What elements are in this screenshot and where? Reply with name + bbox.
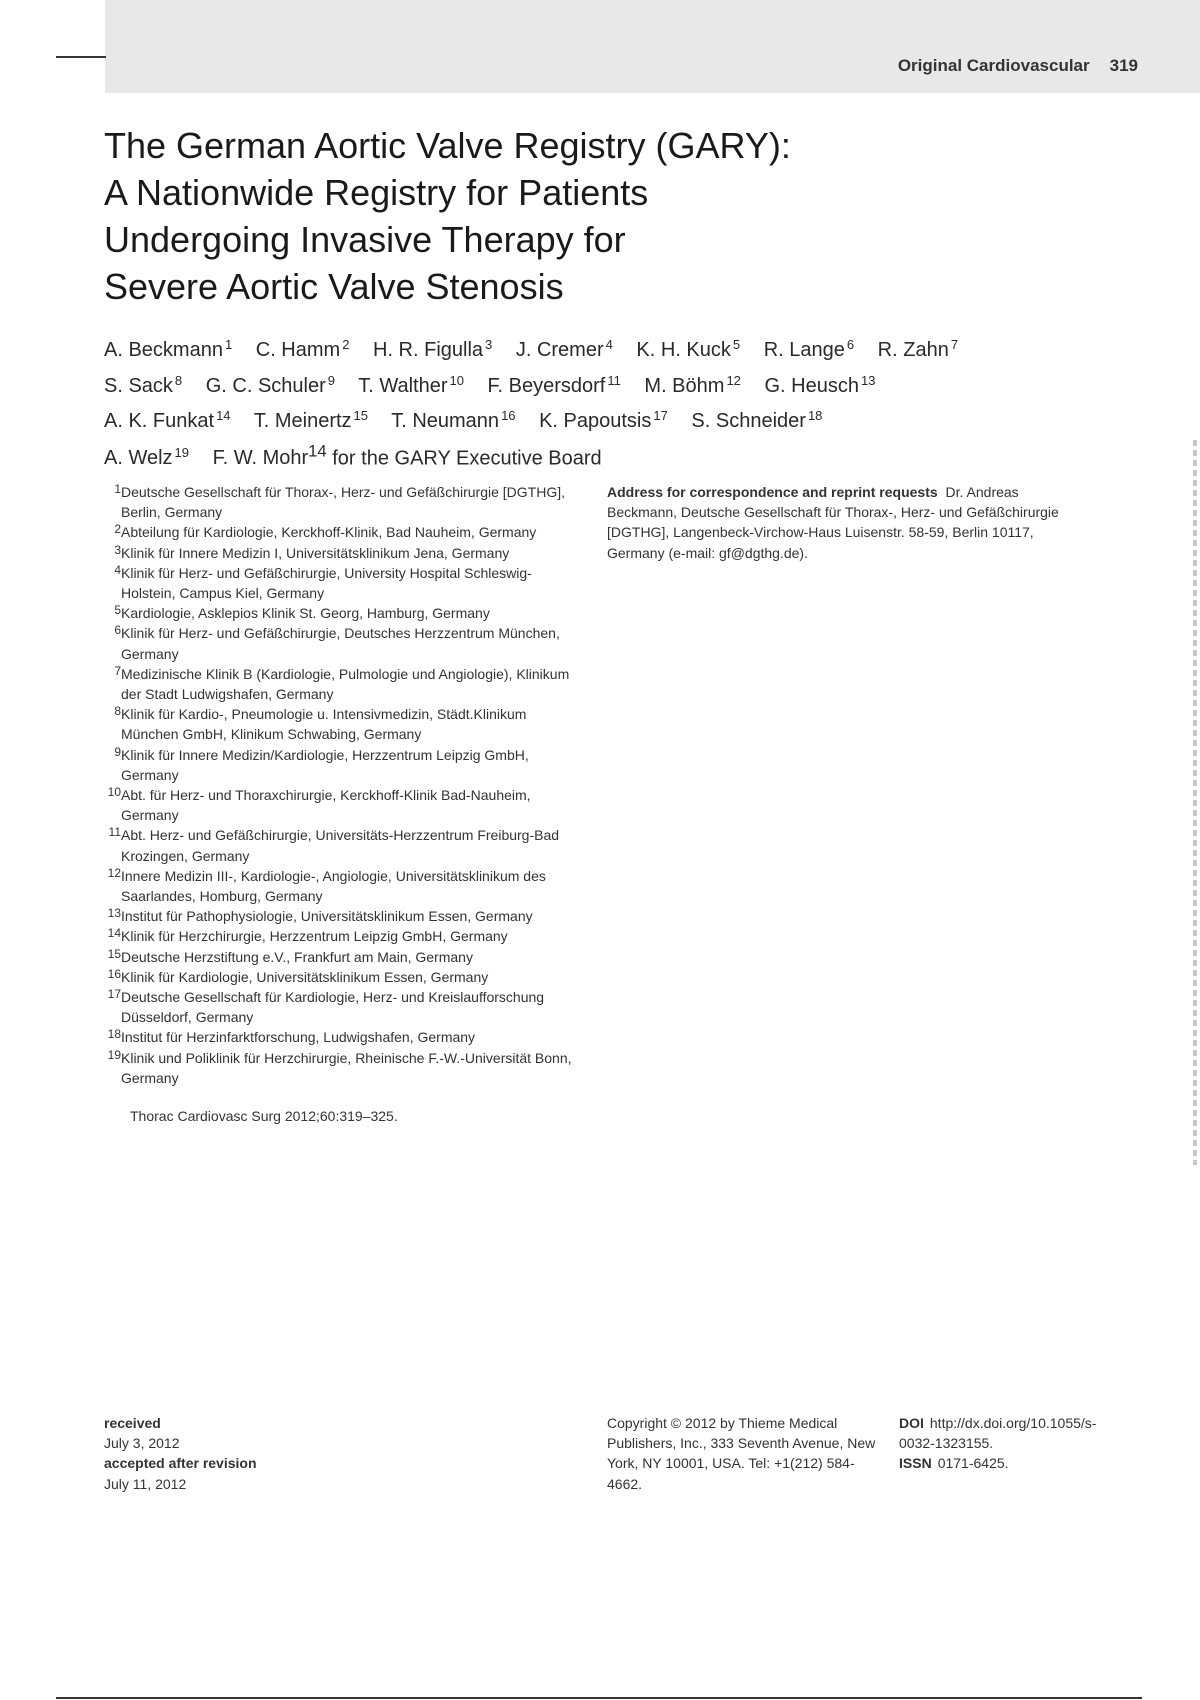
- affiliation-item: 7 Medizinische Klinik B (Kardiologie, Pulmologie und Angiologie), Klinikum der Stadt Ludwigshafen, Germany: [114, 663, 570, 703]
- author: M. Böhm $^{12}$: [644, 372, 741, 397]
- author: R. Zahn $^7$: [877, 337, 959, 361]
- date-block: [104, 1413, 257, 1494]
- issn-value: 0171-6425.: [937, 1455, 1009, 1472]
- title-line: Severe Aortic Valve Stenosis: [104, 266, 564, 307]
- author: C. Hamm $^2$: [255, 337, 350, 361]
- affiliation-list: [104, 482, 586, 1088]
- author-line-4: [104, 437, 1064, 474]
- affiliation-item: 6 Klinik für Herz- und Gefäßchirurgie, Deutsches Herzzentrum München, Germany: [114, 623, 560, 662]
- affiliation-item: 12 Innere Medizin III-, Kardiologie-, Angiologie, Universitätsklinikum des Saarlandes, Homburg, Germany: [107, 865, 546, 905]
- author: T. Neumann $^{16}$: [391, 408, 516, 432]
- author-line-2: [104, 366, 1064, 402]
- margin-download-strip: [1193, 440, 1197, 1165]
- author: G. C. Schuler $^9$: [205, 372, 335, 397]
- doi-value: http://dx.doi.org/10.1055/s-0032-1323155.: [899, 1415, 1097, 1452]
- affiliation-item: 14 Klinik für Herzchirurgie, Herzzentrum Leipzig GmbH, Germany: [107, 926, 508, 945]
- author-group-suffix: for the GARY Executive Board: [332, 447, 602, 470]
- title-line: A Nationwide Registry for Patients: [104, 172, 649, 213]
- accepted-label: accepted after revision: [104, 1455, 257, 1472]
- issn-line: [899, 1453, 1099, 1473]
- title-line: The German Aortic Valve Registry (GARY):: [104, 125, 791, 166]
- author: K. Papoutsis $^{17}$: [539, 408, 668, 432]
- author: K. H. Kuck $^5$: [636, 337, 741, 361]
- affiliation-item: 18 Institut für Herzinfarktforschung, Ludwigshafen, Germany: [107, 1027, 476, 1046]
- running-head: [898, 56, 1138, 76]
- article-title: [104, 122, 1004, 310]
- author-line-1: [104, 330, 1064, 366]
- author-list: [104, 330, 1064, 474]
- issn-label: ISSN: [899, 1455, 932, 1472]
- author: T. Meinertz $^{15}$: [253, 408, 369, 432]
- section-label: Original Cardiovascular: [897, 56, 1090, 75]
- affiliation-item: 17 Deutsche Gesellschaft für Kardiologie, Herz- und Kreislaufforschung Düsseldorf, Germany: [107, 987, 545, 1026]
- author: F. W. Mohr$^{14}$: [212, 441, 327, 470]
- author: J. Cremer $^4$: [515, 337, 613, 361]
- author: G. Heusch $^{13}$: [764, 372, 876, 397]
- affiliation-item: 4 Klinik für Herz- und Gefäßchirurgie, University Hospital Schleswig-Holstein, Campus Kiel, Germany: [114, 562, 532, 602]
- affiliation-item: 5 Kardiologie, Asklepios Klinik St. Georg, Hamburg, Germany: [114, 603, 490, 622]
- author: A. Beckmann $^1$: [104, 337, 233, 361]
- doi-block: [899, 1413, 1099, 1474]
- affiliation-item: 16 Klinik für Kardiologie, Universitätsklinikum Essen, Germany: [107, 966, 489, 985]
- affiliation-item: 13 Institut für Pathophysiologie, Universitätsklinikum Essen, Germany: [107, 906, 533, 925]
- footer-rule: [56, 1697, 1142, 1699]
- accepted-date: July 11, 2012: [104, 1475, 187, 1492]
- author: R. Lange $^6$: [763, 337, 855, 361]
- received-label: received: [104, 1415, 161, 1431]
- journal-citation: Thorac Cardiovasc Surg 2012;60:319–325.: [130, 1108, 398, 1124]
- author: A. Welz $^{19}$: [104, 445, 190, 470]
- title-line: Undergoing Invasive Therapy for: [104, 219, 626, 260]
- correspondence-label: Address for correspondence and reprint requests: [607, 484, 938, 500]
- copyright-notice: Copyright © 2012 by Thieme Medical Publishers, Inc., 333 Seventh Avenue, New York, NY 10001, USA. Tel: +1(212) 584-4662.: [607, 1415, 876, 1492]
- author: S. Sack $^8$: [104, 372, 183, 397]
- affiliation-item: 9 Klinik für Innere Medizin/Kardiologie, Herzzentrum Leipzig GmbH, Germany: [114, 744, 529, 783]
- header-rule: [56, 56, 106, 58]
- affiliation-item: 10 Abt. für Herz- und Thoraxchirurgie, Kerckhoff-Klinik Bad-Nauheim, Germany: [107, 785, 531, 824]
- affiliation-item: 1 Deutsche Gesellschaft für Thorax-, Herz- und Gefäßchirurgie [DGTHG], Berlin, Germany: [114, 482, 566, 521]
- affiliation-item: 15 Deutsche Herzstiftung e.V., Frankfurt am Main, Germany: [107, 946, 473, 965]
- author: A. K. Funkat $^{14}$: [104, 408, 231, 432]
- author: F. Beyersdorf $^{11}$: [487, 372, 621, 397]
- author-line-3: [104, 401, 1064, 437]
- doi-line: [899, 1413, 1099, 1453]
- page-number: 319: [1109, 56, 1138, 75]
- correspondence-block: [607, 482, 1089, 563]
- author: S. Schneider $^{18}$: [691, 408, 823, 432]
- header-band: [105, 0, 1200, 93]
- affiliation-item: 19 Klinik und Poliklinik für Herzchirurgie, Rheinische F.-W.-Universität Bonn, Germany: [107, 1047, 572, 1086]
- doi-label: DOI: [899, 1415, 924, 1431]
- received-date: July 3, 2012: [104, 1435, 180, 1452]
- affiliation-item: 3 Klinik für Innere Medizin I, Universitätsklinikum Jena, Germany: [114, 542, 510, 561]
- affiliation-item: 11 Abt. Herz- und Gefäßchirurgie, Universitäts-Herzzentrum Freiburg-Bad Krozingen, Germany: [108, 825, 560, 864]
- affiliation-item: 2 Abteilung für Kardiologie, Kerckhoff-Klinik, Bad Nauheim, Germany: [114, 522, 537, 541]
- correspondence-text: Dr. Andreas Beckmann, Deutsche Gesellschaft für Thorax-, Herz- und Gefäßchirurgie [DGTHG], Langenbeck-Virchow-Haus Luisenstr. 58-59, Berlin 10117, Germany (e-mail: gf@dgthg.de).: [607, 484, 1059, 561]
- affiliation-item: 8 Klinik für Kardio-, Pneumologie u. Intensivmedizin, Städt.Klinikum München GmbH, Klinikum Schwabing, Germany: [114, 704, 527, 743]
- author: H. R. Figulla $^3$: [373, 337, 493, 361]
- author: T. Walther $^{10}$: [358, 372, 464, 397]
